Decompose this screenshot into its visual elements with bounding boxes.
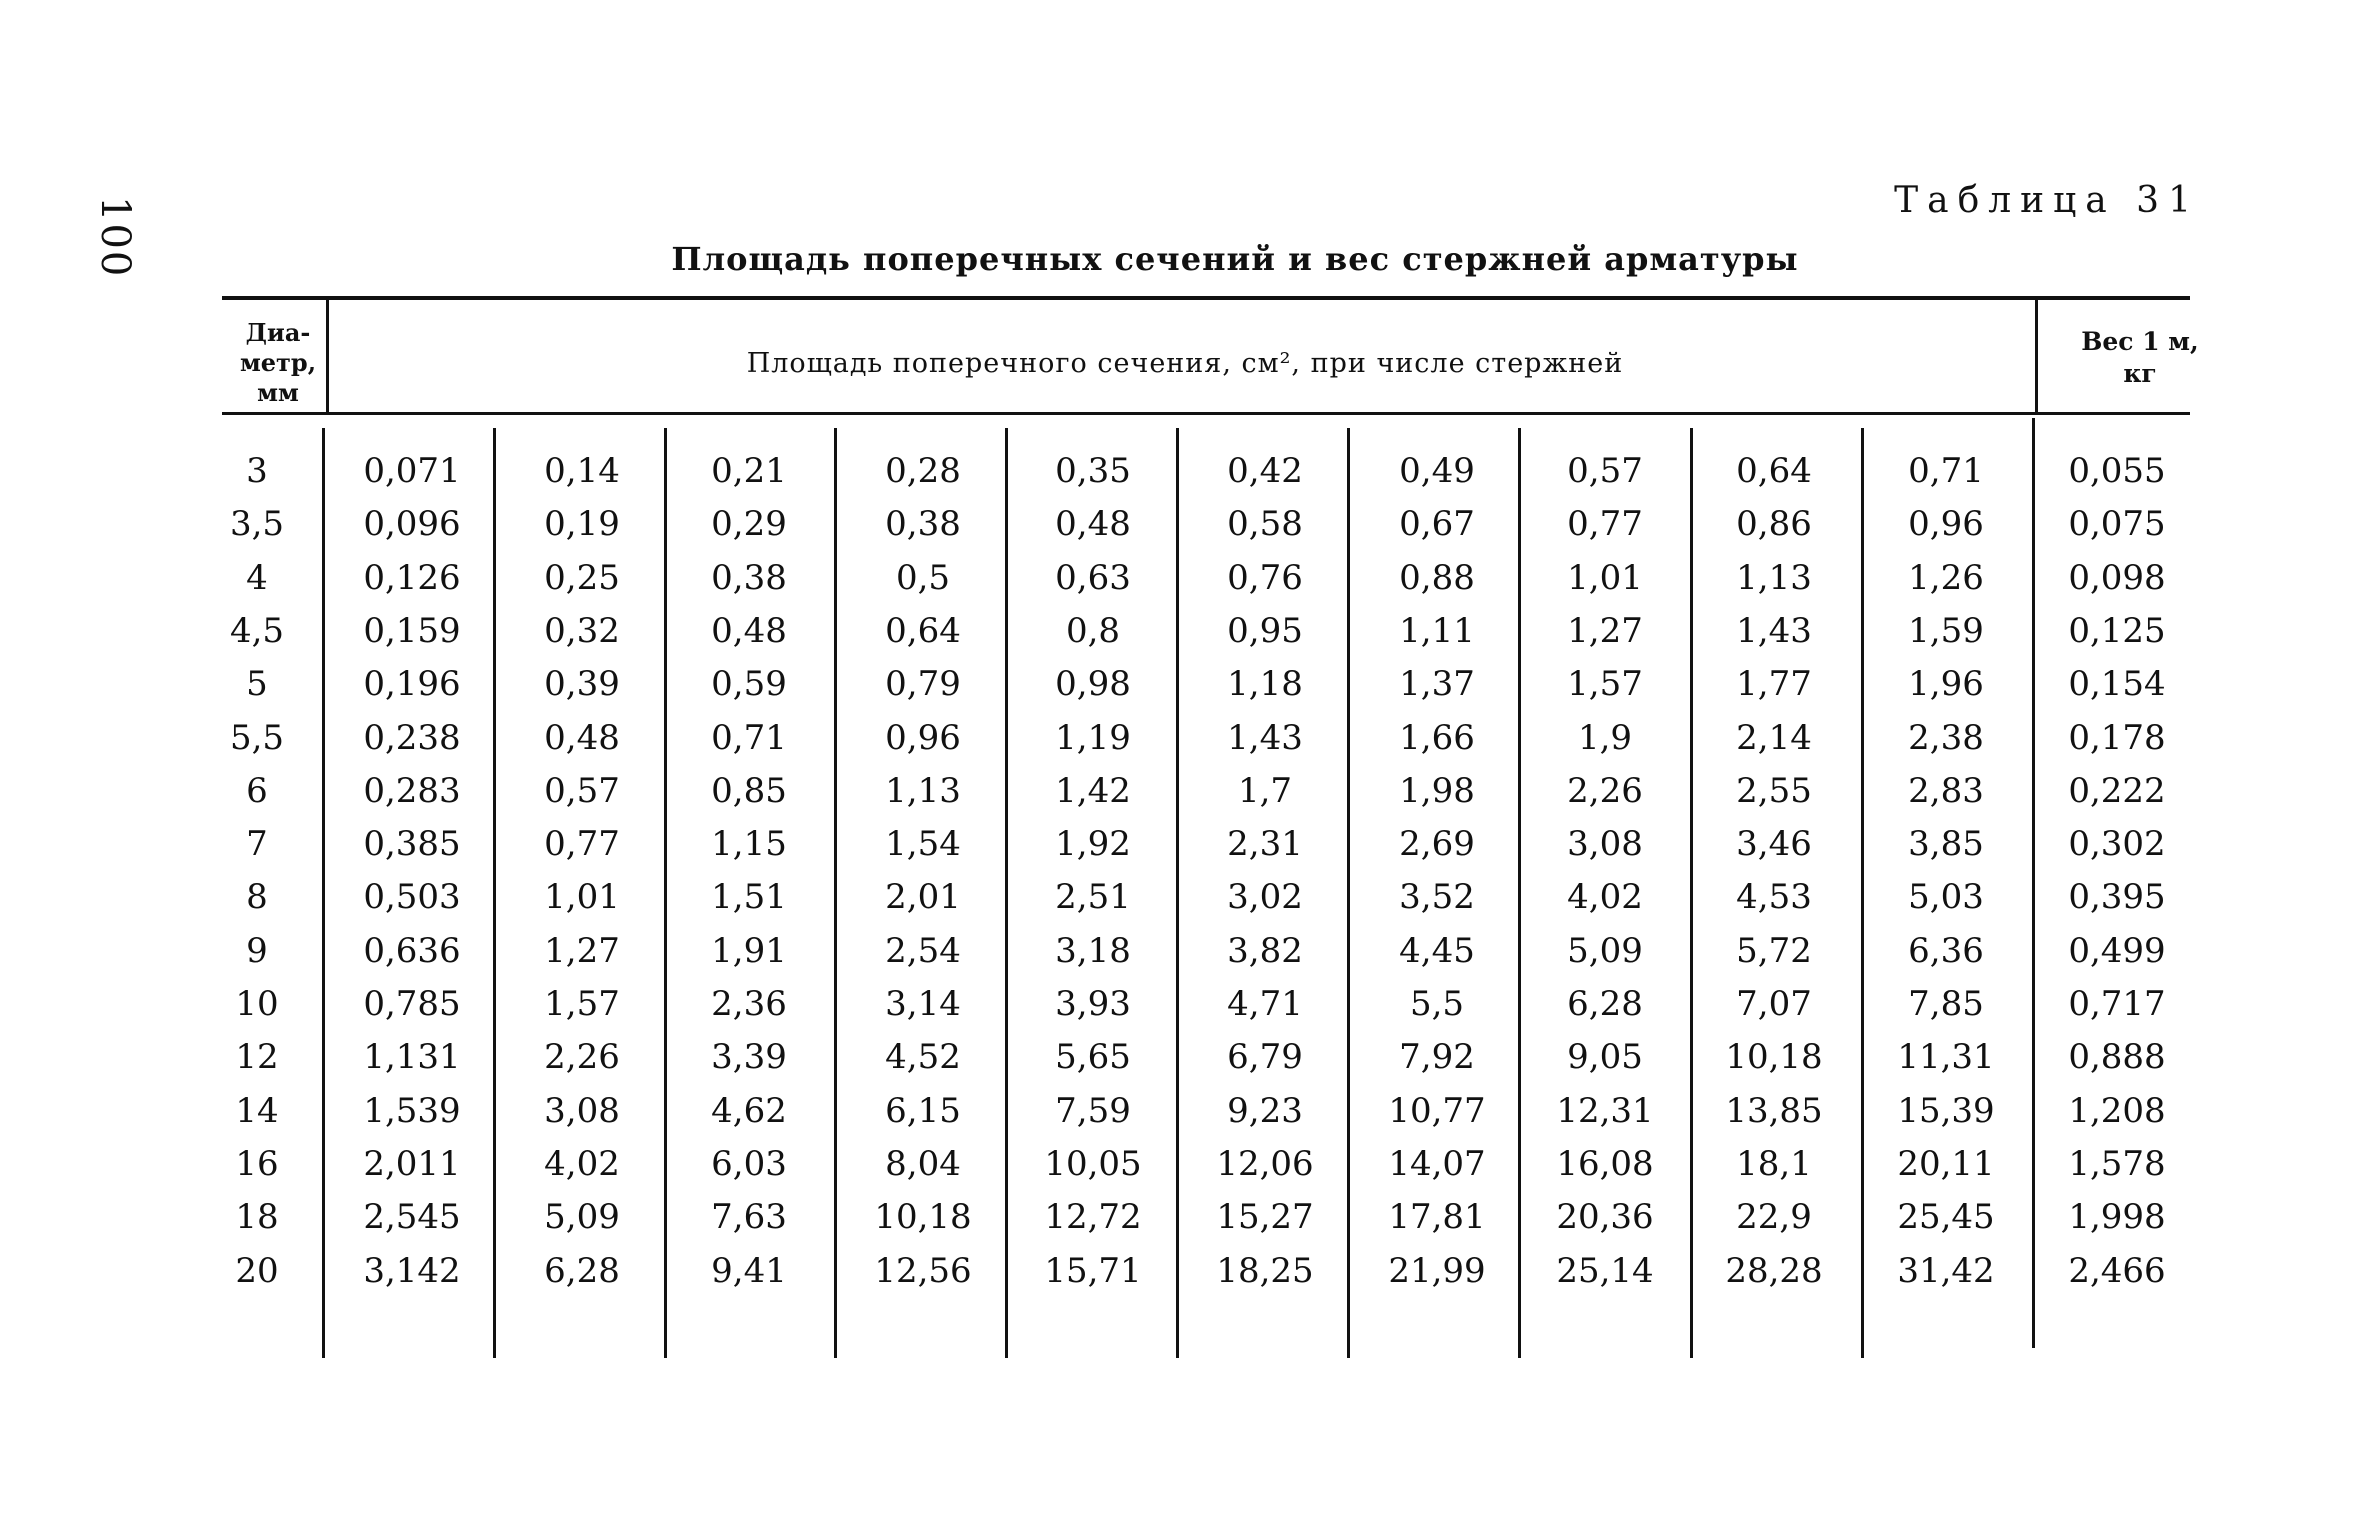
table-row — [0, 818, 2362, 871]
cell-area-3: 6,03 — [711, 1143, 787, 1184]
cell-diameter: 7 — [246, 824, 268, 865]
cell-area-10: 2,83 — [1908, 770, 1984, 811]
cell-area-10: 3,85 — [1908, 824, 1984, 865]
cell-area-4: 2,01 — [885, 877, 961, 918]
cell-area-7: 0,49 — [1399, 451, 1475, 491]
cell-area-10: 20,11 — [1897, 1143, 1995, 1184]
cell-weight: 0,888 — [2068, 1037, 2166, 1078]
table-row — [0, 1031, 2362, 1084]
cell-diameter: 4,5 — [229, 610, 285, 651]
cell-area-7: 0,67 — [1399, 504, 1475, 545]
cell-area-6: 9,23 — [1227, 1090, 1303, 1131]
cell-area-1: 2,011 — [363, 1143, 461, 1184]
cell-area-4: 0,38 — [885, 504, 961, 545]
cell-area-8: 4,02 — [1567, 877, 1643, 918]
cell-weight: 0,098 — [2068, 557, 2166, 598]
cell-diameter: 20 — [235, 1250, 279, 1291]
cell-area-3: 2,36 — [711, 984, 787, 1024]
cell-area-10: 0,71 — [1908, 451, 1984, 491]
cell-area-4: 12,56 — [874, 1250, 972, 1291]
cell-area-7: 1,98 — [1399, 770, 1475, 811]
cell-area-3: 0,21 — [711, 451, 787, 491]
cell-area-8: 9,05 — [1567, 1037, 1643, 1078]
cell-area-10: 5,03 — [1908, 877, 1984, 918]
table-row — [0, 871, 2362, 924]
cell-area-10: 1,26 — [1908, 557, 1984, 598]
cell-weight: 0,302 — [2068, 824, 2166, 865]
cell-weight: 1,998 — [2068, 1197, 2166, 1238]
cell-area-9: 7,07 — [1736, 984, 1812, 1024]
cell-area-7: 7,92 — [1399, 1037, 1475, 1078]
cell-area-4: 3,14 — [885, 984, 961, 1024]
cell-area-1: 0,096 — [363, 504, 461, 545]
cell-area-5: 1,19 — [1055, 717, 1131, 758]
cell-area-2: 1,27 — [544, 930, 620, 971]
cell-area-7: 17,81 — [1388, 1197, 1486, 1238]
cell-area-2: 0,77 — [544, 824, 620, 865]
cell-area-8: 1,27 — [1567, 610, 1643, 651]
cell-area-3: 0,85 — [711, 770, 787, 811]
cell-area-7: 0,88 — [1399, 557, 1475, 598]
cell-area-1: 0,503 — [363, 877, 461, 918]
cell-area-6: 2,31 — [1227, 824, 1303, 865]
cell-area-3: 0,59 — [711, 664, 787, 705]
cell-area-7: 3,52 — [1399, 877, 1475, 918]
cell-area-7: 1,37 — [1399, 664, 1475, 705]
cell-diameter: 6 — [246, 770, 268, 811]
cell-area-6: 1,18 — [1227, 664, 1303, 705]
cell-weight: 0,075 — [2068, 504, 2166, 545]
cell-area-2: 1,57 — [544, 984, 620, 1024]
cell-weight: 0,154 — [2068, 664, 2166, 705]
cell-area-9: 1,43 — [1736, 610, 1812, 651]
cell-area-10: 11,31 — [1897, 1037, 1995, 1078]
cell-area-4: 10,18 — [874, 1197, 972, 1238]
cell-area-4: 0,5 — [895, 557, 951, 598]
cell-diameter: 3,5 — [229, 504, 285, 545]
cell-area-7: 1,66 — [1399, 717, 1475, 758]
cell-area-6: 3,02 — [1227, 877, 1303, 918]
cell-area-1: 0,196 — [363, 664, 461, 705]
table-row — [0, 1085, 2362, 1138]
cell-area-5: 10,05 — [1044, 1143, 1142, 1184]
cell-area-8: 6,28 — [1567, 984, 1643, 1024]
table-row — [0, 765, 2362, 818]
cell-area-2: 6,28 — [544, 1250, 620, 1291]
cell-area-4: 6,15 — [885, 1090, 961, 1131]
cell-diameter: 5 — [246, 664, 268, 705]
cell-area-6: 0,58 — [1227, 504, 1303, 545]
cell-area-2: 0,48 — [544, 717, 620, 758]
cell-area-5: 7,59 — [1055, 1090, 1131, 1131]
cell-area-1: 0,071 — [363, 451, 461, 491]
header-diameter: Диа- метр, мм — [239, 318, 317, 407]
cell-area-9: 10,18 — [1725, 1037, 1823, 1078]
cell-diameter: 10 — [235, 984, 279, 1024]
cell-diameter: 18 — [235, 1197, 279, 1238]
cell-area-9: 22,9 — [1736, 1197, 1812, 1238]
cell-area-7: 1,11 — [1399, 610, 1475, 651]
cell-area-2: 1,01 — [544, 877, 620, 918]
page-number: 100 — [92, 196, 138, 279]
cell-area-9: 28,28 — [1725, 1250, 1823, 1291]
cell-area-9: 5,72 — [1736, 930, 1812, 971]
cell-area-10: 1,96 — [1908, 664, 1984, 705]
table-row — [0, 1245, 2362, 1298]
cell-area-3: 9,41 — [711, 1250, 787, 1291]
cell-area-6: 0,42 — [1227, 451, 1303, 491]
cell-diameter: 4 — [246, 557, 268, 598]
cell-area-1: 0,238 — [363, 717, 461, 758]
cell-area-4: 0,79 — [885, 664, 961, 705]
cell-area-4: 0,64 — [885, 610, 961, 651]
cell-area-3: 1,15 — [711, 824, 787, 865]
cell-area-5: 0,63 — [1055, 557, 1131, 598]
cell-area-8: 0,57 — [1567, 451, 1643, 491]
cell-area-4: 8,04 — [885, 1143, 961, 1184]
cell-area-3: 0,48 — [711, 610, 787, 651]
cell-area-5: 0,35 — [1055, 451, 1131, 491]
cell-area-2: 0,25 — [544, 557, 620, 598]
cell-area-1: 2,545 — [363, 1197, 461, 1238]
cell-area-5: 2,51 — [1055, 877, 1131, 918]
cell-area-1: 0,636 — [363, 930, 461, 971]
cell-area-5: 0,98 — [1055, 664, 1131, 705]
cell-area-6: 1,7 — [1237, 770, 1293, 811]
cell-area-5: 0,8 — [1065, 610, 1121, 651]
cell-area-6: 4,71 — [1227, 984, 1303, 1024]
cell-area-6: 3,82 — [1227, 930, 1303, 971]
cell-area-5: 3,18 — [1055, 930, 1131, 971]
cell-area-8: 12,31 — [1556, 1090, 1654, 1131]
table-row — [0, 978, 2362, 1031]
cell-area-3: 0,71 — [711, 717, 787, 758]
cell-area-4: 1,13 — [885, 770, 961, 811]
cell-area-8: 1,01 — [1567, 557, 1643, 598]
cell-area-3: 0,29 — [711, 504, 787, 545]
table-row — [0, 498, 2362, 551]
cell-area-5: 15,71 — [1044, 1250, 1142, 1291]
cell-area-5: 0,48 — [1055, 504, 1131, 545]
cell-area-4: 0,28 — [885, 451, 961, 491]
cell-area-8: 5,09 — [1567, 930, 1643, 971]
cell-area-7: 2,69 — [1399, 824, 1475, 865]
cell-area-6: 6,79 — [1227, 1037, 1303, 1078]
cell-area-1: 0,283 — [363, 770, 461, 811]
table-row — [0, 925, 2362, 978]
cell-area-10: 15,39 — [1897, 1090, 1995, 1131]
table-row — [0, 1191, 2362, 1244]
cell-area-9: 0,86 — [1736, 504, 1812, 545]
cell-weight: 1,208 — [2068, 1090, 2166, 1131]
cell-area-8: 2,26 — [1567, 770, 1643, 811]
cell-area-2: 0,14 — [544, 451, 620, 491]
cell-area-7: 21,99 — [1388, 1250, 1486, 1291]
cell-area-8: 25,14 — [1556, 1250, 1654, 1291]
cell-area-3: 7,63 — [711, 1197, 787, 1238]
cell-area-7: 5,5 — [1409, 984, 1465, 1024]
cell-area-4: 4,52 — [885, 1037, 961, 1078]
cell-area-2: 3,08 — [544, 1090, 620, 1131]
cell-area-1: 3,142 — [363, 1250, 461, 1291]
table-row — [0, 1138, 2362, 1191]
cell-area-4: 2,54 — [885, 930, 961, 971]
table-row — [0, 445, 2362, 498]
cell-area-4: 1,54 — [885, 824, 961, 865]
cell-area-9: 3,46 — [1736, 824, 1812, 865]
cell-area-2: 2,26 — [544, 1037, 620, 1078]
cell-weight: 0,717 — [2068, 984, 2166, 1024]
cell-area-8: 0,77 — [1567, 504, 1643, 545]
table-row — [0, 658, 2362, 711]
cell-area-7: 4,45 — [1399, 930, 1475, 971]
cell-area-1: 0,159 — [363, 610, 461, 651]
cell-area-5: 12,72 — [1044, 1197, 1142, 1238]
cell-area-1: 1,131 — [363, 1037, 461, 1078]
cell-area-5: 5,65 — [1055, 1037, 1131, 1078]
cell-area-9: 18,1 — [1736, 1143, 1812, 1184]
cell-diameter: 9 — [246, 930, 268, 971]
cell-area-6: 0,76 — [1227, 557, 1303, 598]
cell-area-8: 1,9 — [1577, 717, 1633, 758]
cell-area-9: 0,64 — [1736, 451, 1812, 491]
cell-area-6: 12,06 — [1216, 1143, 1314, 1184]
cell-area-1: 0,126 — [363, 557, 461, 598]
table-row — [0, 712, 2362, 765]
cell-area-1: 0,785 — [363, 984, 461, 1024]
cell-area-7: 14,07 — [1388, 1143, 1486, 1184]
cell-area-2: 0,32 — [544, 610, 620, 651]
header-area: Площадь поперечного сечения, см², при числе стержней — [746, 348, 1624, 379]
cell-area-7: 10,77 — [1388, 1090, 1486, 1131]
cell-weight: 2,466 — [2068, 1250, 2166, 1291]
cell-diameter: 12 — [235, 1037, 279, 1078]
cell-diameter: 14 — [235, 1090, 279, 1131]
cell-weight: 0,499 — [2068, 930, 2166, 971]
cell-area-8: 3,08 — [1567, 824, 1643, 865]
cell-diameter: 16 — [235, 1143, 279, 1184]
cell-weight: 0,395 — [2068, 877, 2166, 918]
cell-area-9: 4,53 — [1736, 877, 1812, 918]
cell-area-9: 2,14 — [1736, 717, 1812, 758]
cell-area-9: 1,77 — [1736, 664, 1812, 705]
cell-area-1: 1,539 — [363, 1090, 461, 1131]
cell-area-9: 1,13 — [1736, 557, 1812, 598]
cell-area-3: 4,62 — [711, 1090, 787, 1131]
cell-area-1: 0,385 — [363, 824, 461, 865]
cell-area-10: 31,42 — [1897, 1250, 1995, 1291]
cell-area-6: 1,43 — [1227, 717, 1303, 758]
cell-area-10: 7,85 — [1908, 984, 1984, 1024]
table-label: Таблица 31 — [1894, 180, 2200, 221]
cell-area-2: 0,19 — [544, 504, 620, 545]
cell-area-8: 16,08 — [1556, 1143, 1654, 1184]
cell-area-2: 0,57 — [544, 770, 620, 811]
cell-area-10: 1,59 — [1908, 610, 1984, 651]
table-top-rule — [222, 296, 2190, 300]
cell-weight: 0,222 — [2068, 770, 2166, 811]
header-bottom-rule — [222, 412, 2190, 415]
table-row — [0, 605, 2362, 658]
cell-area-2: 5,09 — [544, 1197, 620, 1238]
cell-diameter: 3 — [246, 451, 268, 491]
cell-weight: 0,055 — [2068, 451, 2166, 491]
cell-diameter: 8 — [246, 877, 268, 918]
cell-area-9: 2,55 — [1736, 770, 1812, 811]
cell-area-3: 3,39 — [711, 1037, 787, 1078]
cell-area-10: 2,38 — [1908, 717, 1984, 758]
cell-area-5: 1,42 — [1055, 770, 1131, 811]
cell-weight: 1,578 — [2068, 1143, 2166, 1184]
header-weight: Вес 1 м, кг — [2081, 327, 2199, 388]
cell-area-3: 1,91 — [711, 930, 787, 971]
cell-area-3: 1,51 — [711, 877, 787, 918]
cell-area-9: 13,85 — [1725, 1090, 1823, 1131]
cell-area-10: 6,36 — [1908, 930, 1984, 971]
cell-area-2: 0,39 — [544, 664, 620, 705]
table-row — [0, 552, 2362, 605]
cell-area-8: 1,57 — [1567, 664, 1643, 705]
cell-area-8: 20,36 — [1556, 1197, 1654, 1238]
table-title: Площадь поперечных сечений и вес стержней арматуры — [671, 240, 1799, 278]
cell-area-3: 0,38 — [711, 557, 787, 598]
cell-area-2: 4,02 — [544, 1143, 620, 1184]
cell-area-6: 18,25 — [1216, 1250, 1314, 1291]
cell-area-6: 15,27 — [1216, 1197, 1314, 1238]
cell-diameter: 5,5 — [229, 717, 285, 758]
cell-area-10: 25,45 — [1897, 1197, 1995, 1238]
cell-area-5: 1,92 — [1055, 824, 1131, 865]
cell-area-10: 0,96 — [1908, 504, 1984, 545]
cell-area-4: 0,96 — [885, 717, 961, 758]
cell-weight: 0,125 — [2068, 610, 2166, 651]
cell-area-6: 0,95 — [1227, 610, 1303, 651]
cell-weight: 0,178 — [2068, 717, 2166, 758]
cell-area-5: 3,93 — [1055, 984, 1131, 1024]
